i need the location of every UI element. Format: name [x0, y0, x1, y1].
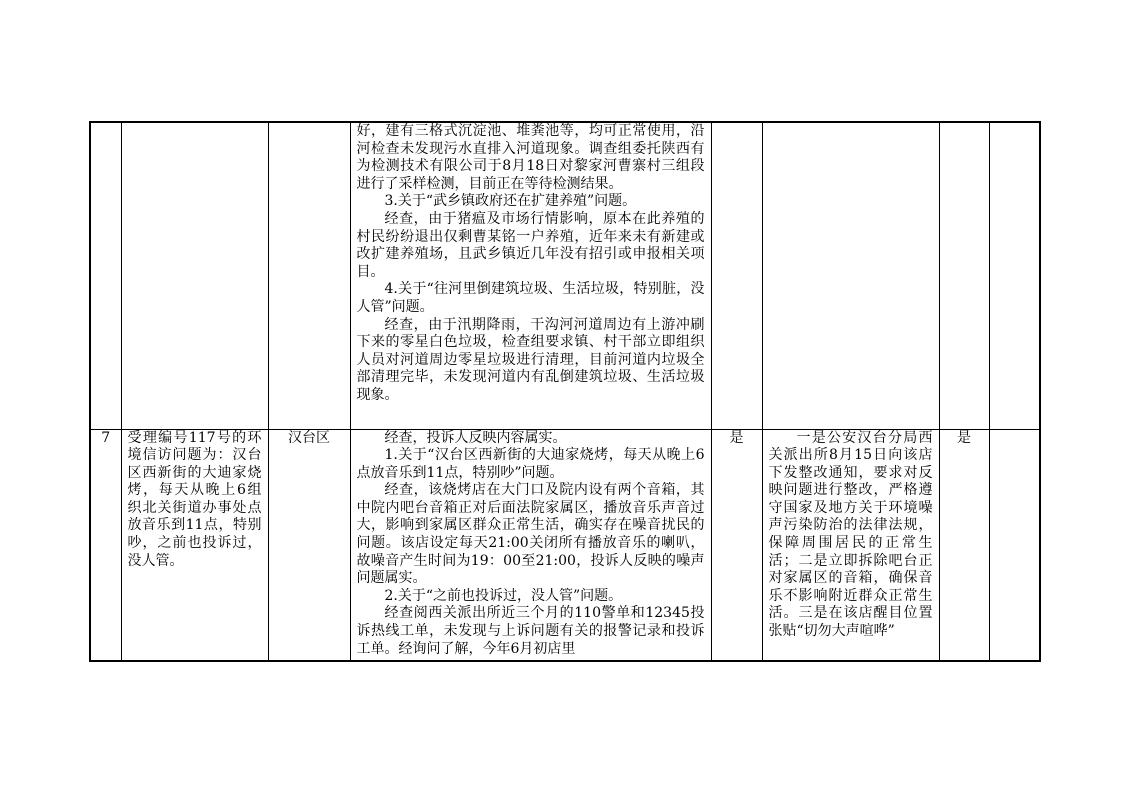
findings-paragraph: 好，建有三格式沉淀池、堆粪池等，均可正常使用，沿河检查未发现污水直排入河道现象。调查组委托陕西有为检测技术有限公司于8月18日对黎家河曹寨村三组段进行了采样检测，目前正在等待检测结果。 [356, 123, 705, 192]
row-number-cell: 7 [90, 429, 121, 661]
complete-cell [939, 122, 989, 429]
findings-cell [350, 122, 711, 429]
remark-cell [989, 429, 1040, 661]
findings-cell [350, 429, 711, 661]
complete-cell: 是 [939, 429, 989, 661]
region-cell [268, 122, 350, 429]
region-cell: 汉台区 [268, 429, 350, 661]
row-number-cell [90, 122, 121, 429]
findings-paragraph: 2.关于“之前也投诉过，没人管”问题。 [384, 587, 623, 604]
findings-paragraph: 经查，由于猪瘟及市场行情影响，原本在此养殖的村民纷纷退出仅剩曹某铭一户养殖，近年来未有新建或改扩建养殖场，且武乡镇近几年没有招引或申报相关项目。 [356, 210, 705, 280]
verified-cell [711, 122, 762, 429]
findings-paragraph: 1.关于“汉台区西新街的大迪家烧烤，每天从晚上6点放音乐到11点，特别吵”问题。 [356, 447, 705, 481]
rectification-text: 一是公安汉台分局西关派出所8月15日向该店下发整改通知，要求对反映问题进行整改，严格遵守国家及地方关于环境噪声污染防治的法律法规，保障周围居民的正常生活；二是立即拆除吧台正对家属区的音箱，确保音乐不影响附近群众正常生活。三是在该店醒目位置张贴“切勿大声喧哗” [768, 429, 933, 640]
findings-paragraph: 经查，投诉人反映内容属实。 [384, 429, 567, 446]
rectification-cell [762, 122, 939, 429]
findings-paragraph: 3.关于“武乡镇政府还在扩建养殖”问题。 [384, 193, 637, 210]
issue-text: 受理编号117号的环境信访问题为：汉台区西新街的大迪家烧烤，每天从晚上6组织北关街道办事处点放音乐到11点，特别吵，之前也投诉过，没人管。 [127, 429, 262, 569]
issue-cell [121, 429, 268, 661]
rectification-cell [762, 429, 939, 661]
table-row [90, 122, 1040, 429]
findings-paragraph: 经查阅西关派出所近三个月的110警单和12345投诉热线工单，未发现与上诉问题有关的报警记录和投诉工单。经询问了解，今年6月初店里 [356, 605, 705, 657]
case-table [89, 121, 1041, 662]
remark-cell [989, 122, 1040, 429]
table-row [90, 429, 1040, 661]
findings-paragraph: 4.关于“往河里倒建筑垃圾、生活垃圾，特别脏，没人管”问题。 [356, 281, 705, 315]
issue-cell [121, 122, 268, 429]
verified-cell: 是 [711, 429, 762, 661]
findings-paragraph: 经查，由于汛期降雨，干沟河河道周边有上游冲刷下来的零星白色垃圾，检查组要求镇、村干部立即组织人员对河道周边零星垃圾进行清理，目前河道内垃圾全部清理完毕，未发现河道内有乱倒建筑垃圾、生活垃圾现象。 [356, 316, 705, 403]
findings-paragraph: 经查，该烧烤店在大门口及院内设有两个音箱，其中院内吧台音箱正对后面法院家属区，播放音乐声音过大，影响到家属区群众正常生活，确实存在噪音扰民的问题。该店设定每天21:00关闭所有播放音乐的喇叭，故噪音产生时间为19：00至21:00，投诉人反映的噪声问题属实。 [356, 482, 705, 587]
